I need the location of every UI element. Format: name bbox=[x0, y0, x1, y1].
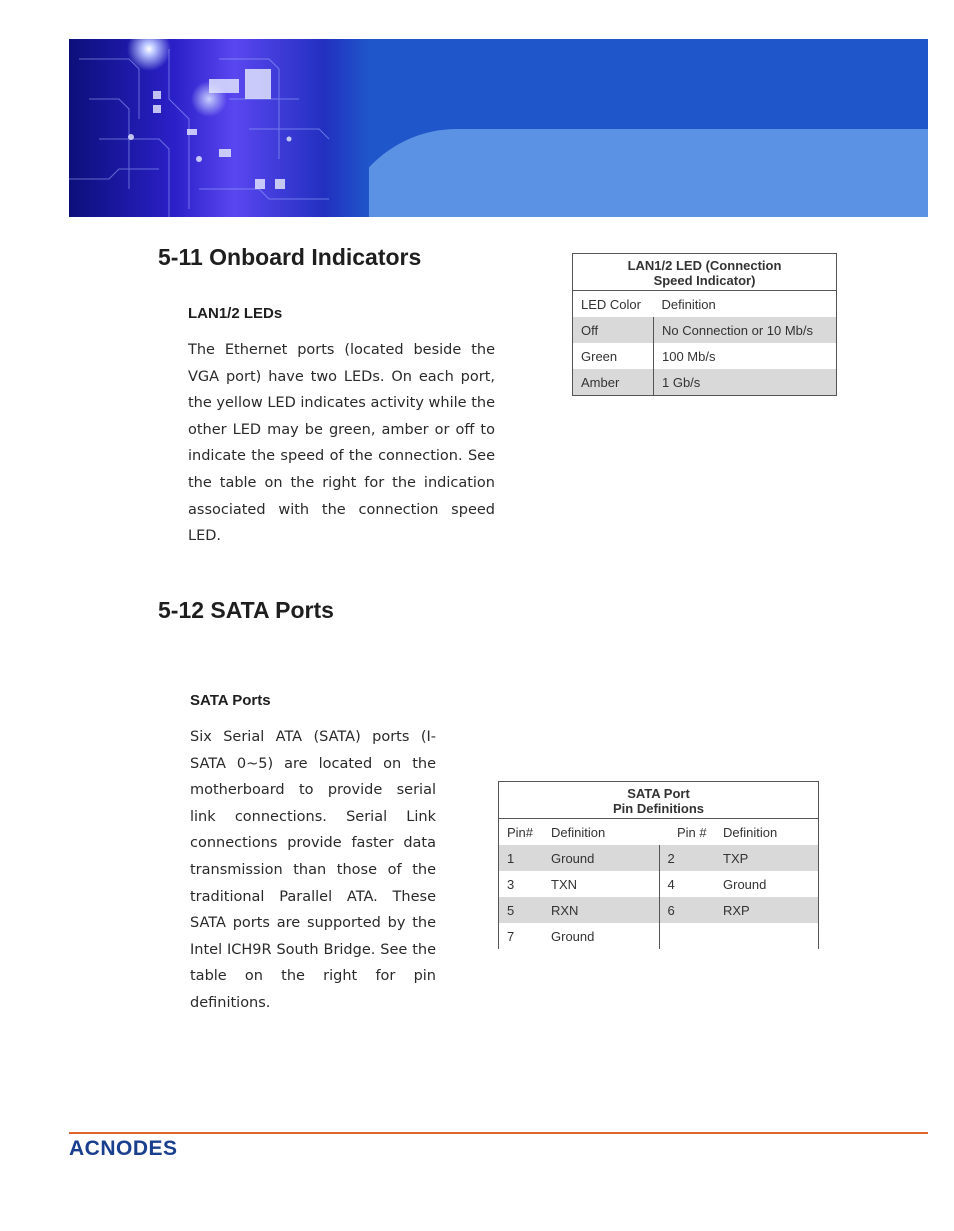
lan-led-table bbox=[572, 253, 837, 396]
sata-table-header-row bbox=[499, 819, 819, 846]
lan-table-cell: Amber bbox=[573, 369, 654, 396]
lan-table-cell: Off bbox=[573, 317, 654, 343]
lan-table-cell: No Connection or 10 Mb/s bbox=[654, 317, 837, 343]
circuit-board-image bbox=[69, 39, 369, 217]
sata-table-caption-line1: SATA Port bbox=[627, 786, 690, 801]
sata-table-caption-line2: Pin Definitions bbox=[613, 801, 704, 816]
lan-table-row bbox=[573, 343, 837, 369]
logo-text: ACNODES bbox=[69, 1137, 178, 1160]
sata-pin-table bbox=[498, 781, 819, 949]
sata-table-header-cell: Definition bbox=[551, 824, 606, 840]
sata-table-row bbox=[499, 923, 819, 949]
sata-table-cell: TXP bbox=[715, 845, 819, 871]
sata-table-cell: 5 bbox=[499, 897, 544, 923]
section-11-subtitle: LAN1/2 LEDs bbox=[188, 305, 283, 322]
sata-table-cell: TXN bbox=[543, 871, 659, 897]
lan-table-header-row bbox=[573, 291, 837, 318]
lan-table-caption bbox=[573, 254, 837, 291]
lan-table-row bbox=[573, 317, 837, 343]
sata-table-cell: Ground bbox=[723, 876, 767, 892]
sata-table-row bbox=[499, 845, 819, 871]
sata-table-row bbox=[499, 897, 819, 923]
sata-table-caption bbox=[499, 782, 819, 819]
banner-wave-shape bbox=[337, 129, 928, 217]
lan-table-cell: 100 Mb/s bbox=[662, 348, 716, 364]
lan-table-cell: 1 Gb/s bbox=[654, 369, 837, 396]
lan-table-caption-line1: LAN1/2 LED (Connection bbox=[627, 258, 782, 273]
sata-table-cell: 4 bbox=[667, 876, 675, 892]
sata-table-cell: Ground bbox=[543, 845, 659, 871]
sata-table-cell: 1 bbox=[499, 845, 544, 871]
sata-table-cell: RXN bbox=[543, 897, 659, 923]
section-11-body: The Ethernet ports (located beside the VGA port) have two LEDs. On each port, the yellow LED indicates activity while the other LED may be green, amber or off to indicate the speed of the connection. See the table on the right for the indication associated with the connection speed LED. bbox=[188, 342, 495, 545]
lan-table-header-cell: LED Color bbox=[581, 296, 641, 312]
section-12-body: Six Serial ATA (SATA) ports (I-SATA 0~5) are located on the motherboard to provide serial link connections. Serial Link connections provide faster data transmission than those of the traditional Parallel ATA. These SATA ports are supported by the Intel ICH9R South Bridge. See the table on the right for pin definitions. bbox=[190, 729, 436, 1011]
sata-table-cell bbox=[659, 923, 715, 949]
sata-table-cell: 6 bbox=[659, 897, 715, 923]
acnodes-logo bbox=[69, 1137, 178, 1161]
footer-divider bbox=[69, 1132, 928, 1134]
lan-table-header-cell: Definition bbox=[661, 296, 716, 312]
section-11-title: 5-11 Onboard Indicators bbox=[158, 244, 422, 270]
section-12-title: 5-12 SATA Ports bbox=[158, 597, 334, 623]
lan-table-row bbox=[573, 369, 837, 396]
sata-table-cell: 7 bbox=[507, 928, 515, 944]
sata-table-cell: 2 bbox=[659, 845, 715, 871]
sata-table-cell bbox=[715, 923, 819, 949]
section-12-subtitle: SATA Ports bbox=[190, 692, 271, 709]
sata-table-header-cell: Definition bbox=[723, 824, 778, 840]
sata-table-cell: RXP bbox=[715, 897, 819, 923]
sata-table-header-cell: Pin# bbox=[507, 824, 534, 840]
lan-table-cell: Green bbox=[573, 343, 654, 369]
lan-table-caption-line2: Speed Indicator) bbox=[653, 273, 756, 288]
header-banner bbox=[69, 39, 928, 217]
sata-table-cell: Ground bbox=[543, 923, 659, 949]
sata-table-cell: 3 bbox=[507, 876, 515, 892]
sata-table-header-cell: Pin # bbox=[677, 824, 707, 840]
sata-table-row bbox=[499, 871, 819, 897]
